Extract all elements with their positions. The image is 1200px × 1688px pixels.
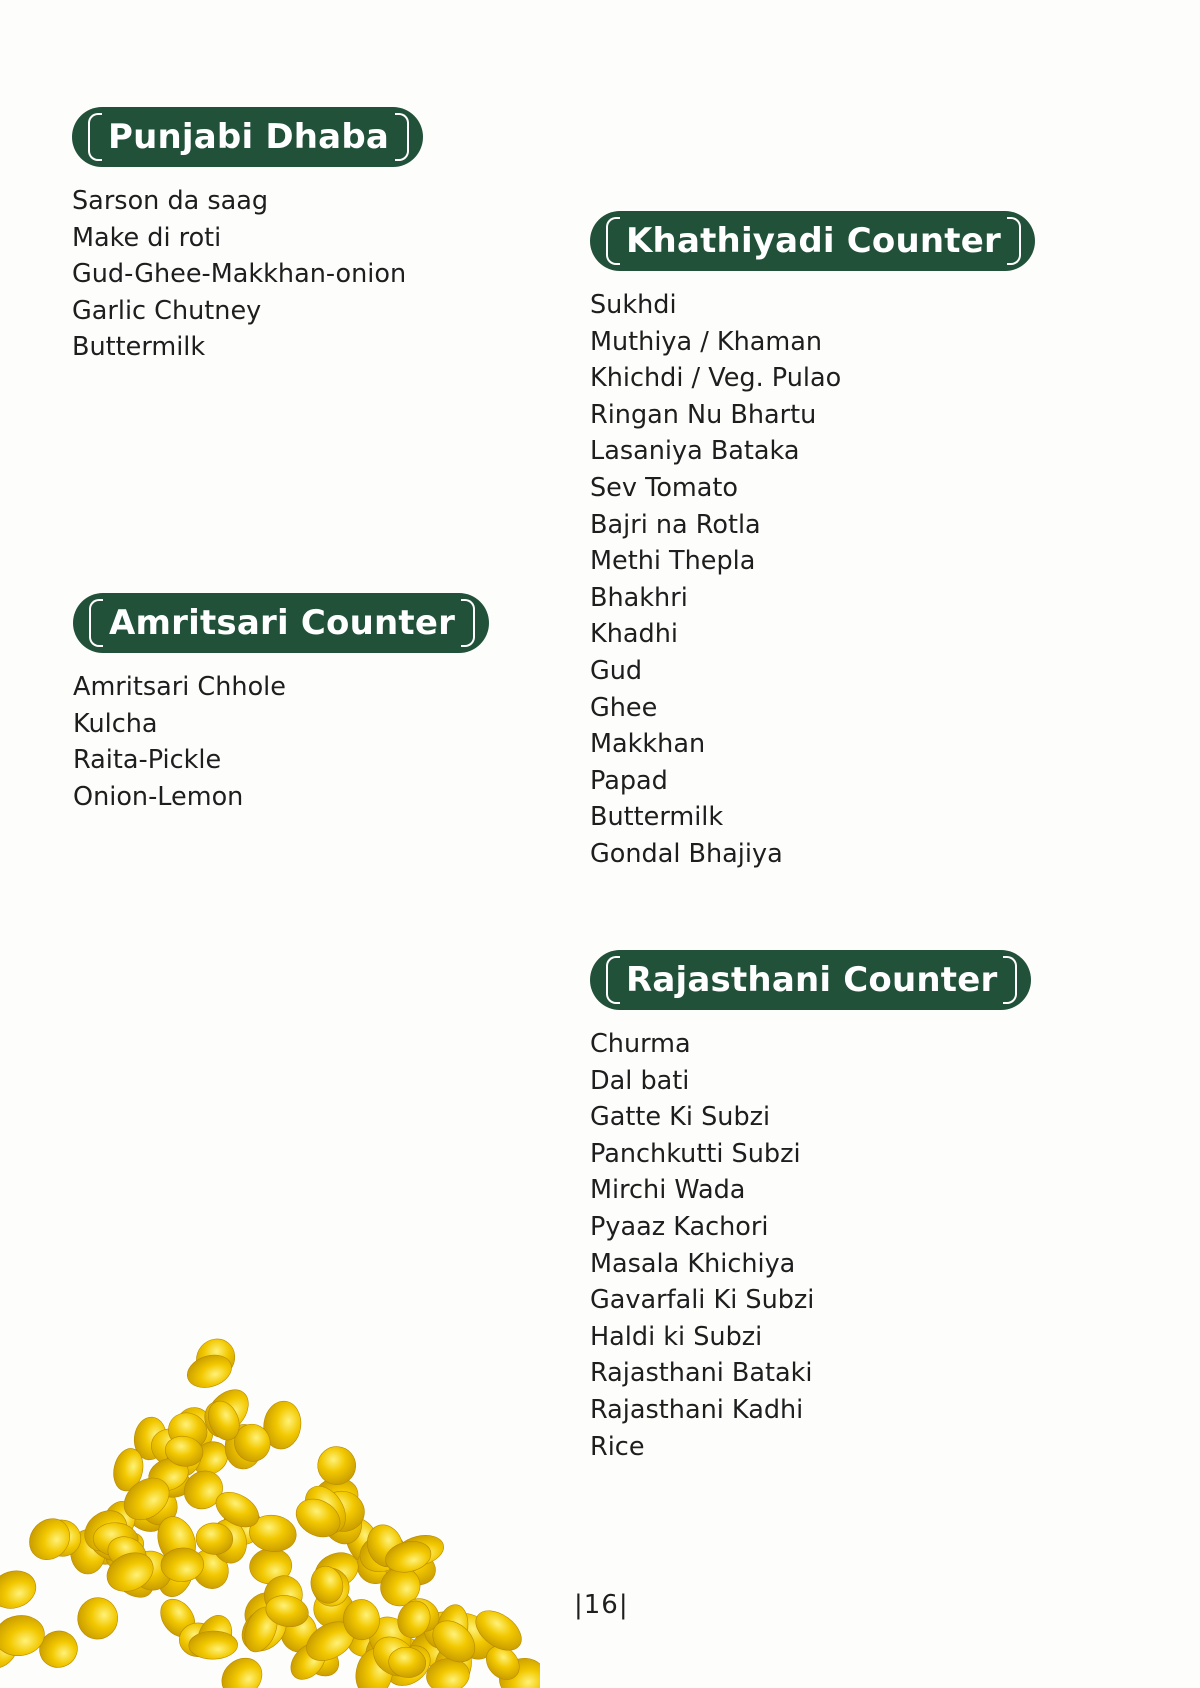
menu-item: Panchkutti Subzi [590, 1138, 801, 1169]
menu-item: Buttermilk [72, 332, 206, 363]
bracket-left-decoration [606, 956, 620, 1004]
section-header [73, 593, 489, 653]
menu-item: Churma [590, 1029, 691, 1059]
menu-item: Garlic Chutney [72, 295, 262, 326]
menu-item: Khichdi / Veg. Pulao [590, 363, 842, 394]
bracket-right-decoration [461, 599, 475, 647]
menu-item: Makkhan [590, 729, 706, 760]
section-title: Punjabi Dhaba [108, 117, 390, 157]
menu-item: Muthiya / Khaman [590, 326, 823, 357]
menu-item: Gatte Ki Subzi [590, 1102, 771, 1133]
menu-item: Rajasthani Kadhi [590, 1394, 804, 1425]
menu-item: Kulcha [73, 708, 158, 739]
bracket-left-decoration [606, 217, 620, 265]
bracket-right-decoration [395, 113, 409, 161]
menu-item: Ghee [590, 692, 658, 723]
menu-item: Masala Khichiya [590, 1248, 796, 1279]
section-punjabi-dhaba [72, 107, 423, 366]
section-header [590, 950, 1031, 1010]
section-amritsari-counter [73, 593, 489, 815]
menu-item: Sev Tomato [590, 472, 738, 503]
menu-item: Ringan Nu Bhartu [590, 399, 817, 430]
section-header [590, 211, 1035, 271]
menu-item: Mirchi Wada [590, 1175, 746, 1206]
menu-item: Make di roti [72, 222, 222, 253]
menu-item: Gavarfali Ki Subzi [590, 1285, 815, 1316]
menu-item: Lasaniya Bataka [590, 436, 800, 467]
corn-kernel [0, 1565, 41, 1614]
menu-item-list [72, 183, 423, 366]
menu-item: Papad [590, 765, 668, 796]
menu-item: Bajri na Rotla [590, 509, 761, 540]
menu-item: Gud [590, 655, 643, 686]
corn-kernel [21, 1510, 78, 1567]
corn-kernel [316, 1445, 357, 1486]
page-number: |16| [574, 1590, 629, 1620]
section-khathiyadi-counter [590, 211, 1035, 873]
menu-item: Dal bati [590, 1065, 690, 1096]
menu-item: Gondal Bhajiya [590, 838, 783, 869]
menu-item: Raita-Pickle [73, 745, 222, 776]
menu-item: Buttermilk [590, 802, 724, 833]
menu-item: Sukhdi [590, 290, 677, 320]
bracket-left-decoration [88, 113, 102, 161]
menu-item-list [73, 669, 489, 815]
section-title: Khathiyadi Counter [626, 221, 1001, 261]
section-header [72, 107, 423, 167]
menu-item: Bhakhri [590, 582, 688, 613]
menu-item: Rajasthani Bataki [590, 1358, 813, 1389]
bracket-left-decoration [89, 599, 103, 647]
section-rajasthani-counter [590, 950, 1031, 1465]
menu-item: Rice [590, 1431, 645, 1462]
menu-item-list [590, 1026, 1031, 1465]
menu-item: Pyaaz Kachori [590, 1211, 769, 1242]
bracket-right-decoration [1003, 956, 1017, 1004]
section-title: Rajasthani Counter [626, 960, 998, 1000]
bracket-right-decoration [1007, 217, 1021, 265]
menu-item-list [590, 287, 1035, 873]
corn-kernel [75, 1595, 120, 1641]
menu-item: Onion-Lemon [73, 781, 244, 812]
menu-item: Khadhi [590, 619, 678, 650]
corn-kernels-image [0, 1300, 540, 1688]
section-title: Amritsari Counter [109, 603, 456, 643]
menu-item: Methi Thepla [590, 546, 756, 577]
menu-item: Sarson da saag [72, 186, 269, 216]
menu-item: Amritsari Chhole [73, 672, 286, 702]
menu-item: Gud-Ghee-Makkhan-onion [72, 259, 407, 290]
menu-item: Haldi ki Subzi [590, 1321, 763, 1352]
